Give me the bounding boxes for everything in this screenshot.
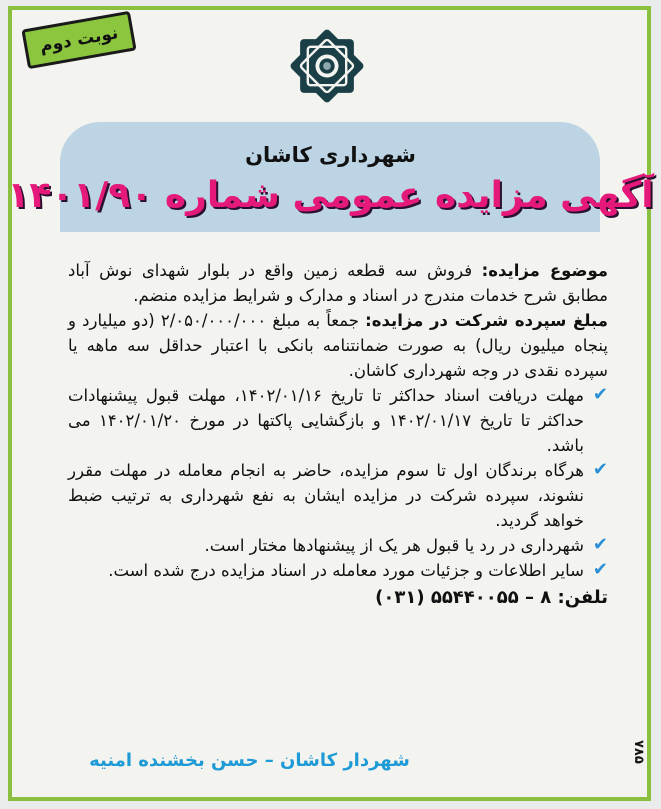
ad-code: ۷۸۵ [631,740,646,764]
subject-text: فروش سه قطعه زمین واقع در بلوار شهدای نوش آباد مطابق شرح خدمات مندرج در اسناد و مدارک و شرایط مزایده منضم. [68,261,608,305]
subject-paragraph [68,258,608,308]
deposit-label: مبلغ سپرده شرکت در مزایده: [365,311,608,330]
phone-row [68,585,608,610]
phone-label: تلفن: [557,587,608,608]
check-icon: ✔ [592,384,608,405]
mayor-signature: شهردار کاشان – حسن بخشنده امنیه [89,750,410,771]
municipality-logo-icon [279,18,375,114]
check-icon: ✔ [592,459,608,480]
list-item: ✔ سایر اطلاعات و جزئیات مورد معامله در اسناد مزایده درج شده است. [108,559,608,580]
deposit-text: جمعاً به مبلغ ۲/۰۵۰/۰۰۰/۰۰۰ (دو میلیارد و پنجاه میلیون ریال) به صورت ضمانتنامه بانکی با اعتبار حداقل سه ماهه یا سپرده نقدی در وجه شهرداری کاشان. [68,311,608,380]
ad-body [68,258,608,610]
conditions-list [68,383,608,583]
subject-label: موضوع مزایده: [481,261,608,280]
check-icon: ✔ [592,534,608,555]
list-item: ✔ مهلت دریافت اسناد حداکثر تا تاریخ ۱۴۰۲/۰۱/۱۶، مهلت قبول پیشنهادات حداکثر تا تاریخ ۱۴۰۲/۰۱/۱۷ و بازگشایی پاکتها در مورخ ۱۴۰۲/۰۱/۲۰ می باشد. [68,384,608,455]
check-icon: ✔ [592,559,608,580]
deposit-paragraph [68,308,608,383]
list-item: ✔ هرگاه برندگان اول تا سوم مزایده، حاضر به انجام معامله در مهلت مقرر نشوند، سپرده شرکت در مزایده ایشان به نفع شهرداری به ترتیب ضبط خواهد گردید. [68,459,608,530]
list-item: ✔ شهرداری در رد یا قبول هر یک از پیشنهادها مختار است. [204,534,608,555]
ad-title: آگهی مزایده عمومی شماره ۱۴۰۱/۹۰ [7,175,654,216]
org-title: شهرداری کاشان [245,143,416,167]
phone-number: (۰۳۱) ۵۵۴۴۰۰۵۵ – ۸ [375,587,552,608]
badge-label: نوبت دوم [38,23,120,57]
